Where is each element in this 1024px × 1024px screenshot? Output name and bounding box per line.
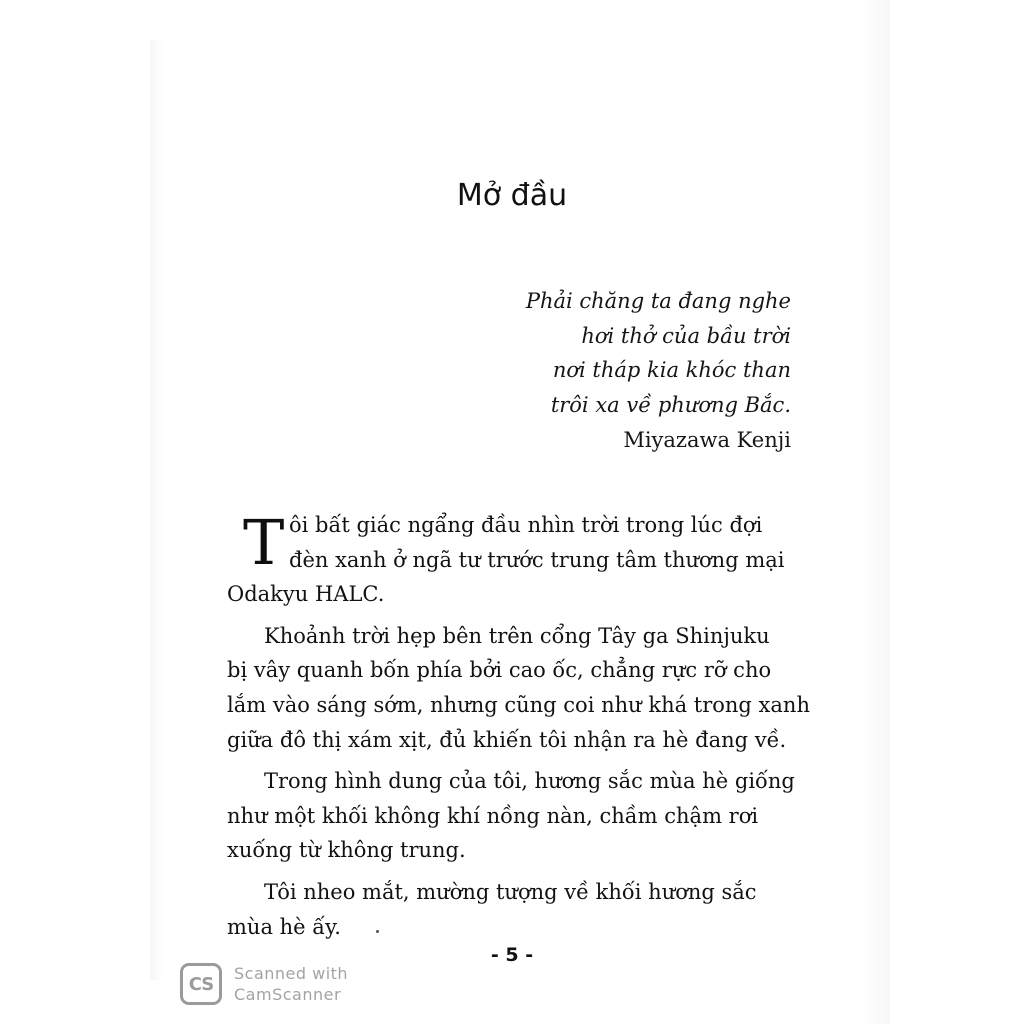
text-line: như một khối không khí nồng nàn, chầm chậm rơi <box>227 803 759 828</box>
camscanner-logo-icon: CS <box>180 963 222 1005</box>
text-line: Khoảnh trời hẹp bên trên cổng Tây ga Shinjuku <box>264 623 770 648</box>
page-number: - 5 - <box>490 944 534 966</box>
paragraph <box>227 764 797 868</box>
epigraph-author: Miyazawa Kenji <box>623 428 791 452</box>
text-line: Tôi nheo mắt, mường tượng về khối hương sắc <box>264 879 757 904</box>
text-line: Odakyu HALC. <box>227 582 385 607</box>
epigraph-line: hơi thở của bầu trời <box>581 323 791 348</box>
text-line: mùa hè ấy. <box>227 914 341 939</box>
text-line: ôi bất giác ngẩng đầu nhìn trời trong lúc đợi <box>289 513 763 537</box>
drop-cap: T <box>243 506 285 579</box>
chapter-title: Mở đầu <box>456 178 568 213</box>
text-line: giữa đô thị xám xịt, đủ khiến tôi nhận ra hè đang về. <box>227 727 787 752</box>
watermark-line: CamScanner <box>234 985 342 1004</box>
epigraph-line: nơi tháp kia khóc than <box>552 358 791 382</box>
page-edge-shadow <box>860 0 890 1024</box>
epigraph <box>526 284 791 422</box>
text-line: đèn xanh ở ngã tư trước trung tâm thương mại <box>289 547 785 572</box>
text-line: xuống từ không trung. <box>227 838 466 863</box>
paragraph <box>227 508 797 612</box>
watermark-text <box>234 963 348 1005</box>
paragraph <box>227 875 797 944</box>
scanner-watermark <box>180 963 348 1005</box>
paragraph <box>227 619 810 757</box>
epigraph-line: Phải chăng ta đang nghe <box>525 289 791 313</box>
text-line: Trong hình dung của tôi, hương sắc mùa hè giống <box>264 769 795 794</box>
text-line: bị vây quanh bốn phía bởi cao ốc, chẳng rực rỡ cho <box>227 658 772 683</box>
watermark-line: Scanned with <box>234 964 349 983</box>
scan-speck <box>376 930 379 933</box>
epigraph-line: trôi xa về phương Bắc. <box>550 392 791 417</box>
body-text <box>227 506 810 951</box>
text-line: lắm vào sáng sớm, nhưng cũng coi như khá trong xanh <box>227 692 810 717</box>
